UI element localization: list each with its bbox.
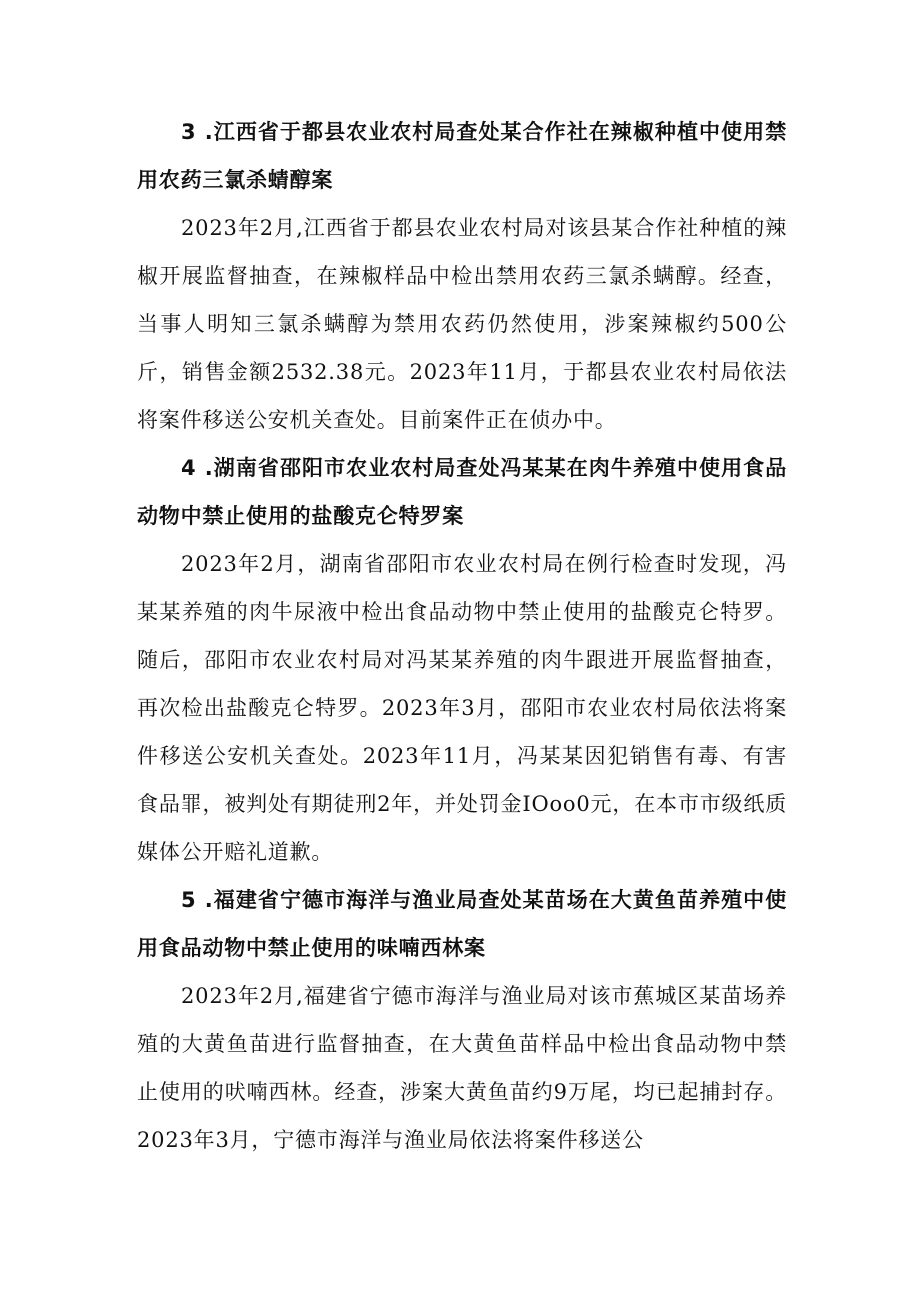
case-5-heading: 5 .福建省宁德市海洋与渔业局查处某苗场在大黄鱼苗养殖中使用食品动物中禁止使用的味喃西林案 — [137, 888, 787, 960]
case-4-body: 2023年2月，湖南省邵阳市农业农村局在例行检查时发现，冯某某养殖的肉牛尿液中检出食品动物中禁止使用的盐酸克仑特罗。随后，邵阳市农业农村局对冯某某养殖的肉牛跟进开展监督抽查，再次检出盐酸克仑特罗。2023年3月，邵阳市农业农村局依法将案件移送公安机关查处。2023年11月，冯某某因犯销售有毒、有害食品罪，被判处有期徒刑2年，并处罚金IOoo0元，在本市市级纸质媒体公开赔礼道歉。 — [137, 552, 787, 864]
case-4-heading: 4 .湖南省邵阳市农业农村局查处冯某某在肉牛养殖中使用食品动物中禁止使用的盐酸克仑特罗案 — [137, 456, 787, 528]
case-3-heading: 3 .江西省于都县农业农村局查处某合作社在辣椒种植中使用禁用农药三氯杀蜻醇案 — [137, 120, 787, 192]
case-5-body: 2023年2月,福建省宁德市海洋与渔业局对该市蕉城区某苗场养殖的大黄鱼苗进行监督抽查，在大黄鱼苗样品中检出食品动物中禁止使用的吠喃西林。经查，涉案大黄鱼苗约9万尾，均已起捕封存。2023年3月，宁德市海洋与渔业局依法将案件移送公 — [137, 984, 787, 1152]
document-content — [137, 108, 787, 1164]
case-3-body: 2023年2月,江西省于都县农业农村局对该县某合作社种植的辣椒开展监督抽查，在辣椒样品中检出禁用农药三氯杀螨醇。经查，当事人明知三氯杀螨醇为禁用农药仍然使用，涉案辣椒约500公斤，销售金额2532.38元。2023年11月，于都县农业农村局依法将案件移送公安机关查处。目前案件正在侦办中。 — [137, 216, 787, 432]
